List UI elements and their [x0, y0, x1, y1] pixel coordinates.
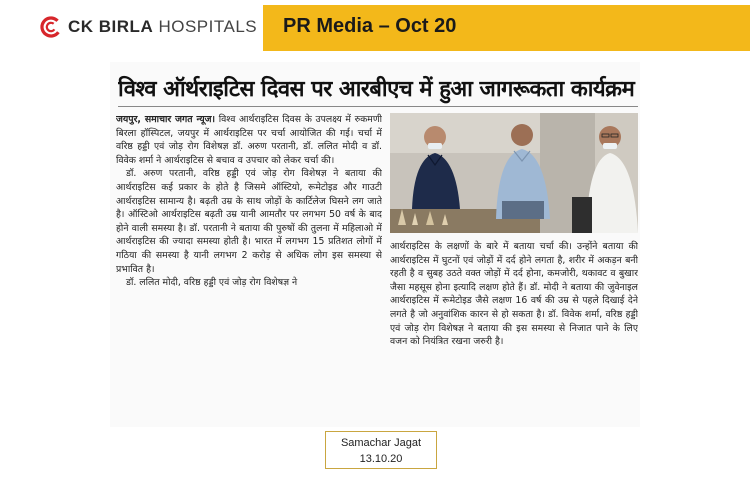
source-name: Samachar Jagat [340, 437, 422, 449]
headline-divider [118, 106, 638, 107]
article-column-left [116, 113, 382, 423]
source-date: 13.10.20 [359, 453, 403, 465]
article-paragraph: डॉ. अरुण परतानी, वरिष्ठ हड्डी एवं जोड़ रोग विशेषज्ञ ने बताया की आर्थराइटिस कई प्रकार के होते है जिसमे ऑस्टियो, रूमेटोइड और गाउटी आर्थराइटिस सामान्य है। बढ़ती उम्र के साथ जोड़ों के कार्टिलेज घिसने लग जाते है। ऑस्टिओ आर्थराइटिस बढ़ती उम्र यानी आमतौर पर लगभग 50 वर्ष के बाद होने वाली समस्या है। डॉ. परतानी ने बताया की पुरुषों की तुलना में महिलाओ में आर्थराइटिस की ज्यादा समस्या होती है। भारत में लगभग 15 प्रतिशत लोगों में गठिया की समस्या है यानी लगभग 2 करोड़ से अधिक लोग इस समस्या से प्रभावित है। [116, 168, 382, 275]
article-headline: विश्व ऑर्थराइटिस दिवस पर आरबीएच में हुआ जागरूकता कार्यक्रम [118, 76, 635, 102]
article-paragraph [116, 113, 382, 167]
logo-bold-text: CK BIRLA [68, 17, 154, 36]
article-photo [390, 113, 638, 233]
source-box [325, 431, 437, 469]
logo-wordmark [68, 17, 257, 37]
article-paragraph: डॉ. ललित मोदी, वरिष्ठ हड्डी एवं जोड़ रोग विशेषज्ञ ने [126, 277, 298, 289]
article-column-right: आर्थराइटिस के लक्षणों के बारे में बताया चर्चा की। उन्होंने बताया की आर्थराइटिस में घुटनों एवं जोड़ों में दर्द होने लगता है, शरीर में अकड़न बनी रहती है व सुबह उठते वक्त जोड़ों में दर्द होना, कमजोरी, थकावट व बुखार जैसा महसूस होना इत्यादि लक्षण होते हैं। डॉ. मोदी ने बताया की जुवेनाइल आर्थराइटिस में रूमेटोइड जैसे लक्षण 16 वर्ष की उम्र से पहले दिखाई देने लगते है जो अनुवांशिक कारन से हो सकता है। डॉ. विवेक शर्मा, वरिष्ठ हड्डी एवं जोड़ रोग विशेषज्ञ ने बताया की इस समस्या से निजात पाने के लिए वजन को नियंत्रित रखना जरुरी है। [390, 241, 638, 348]
article-byline: जयपुर, समाचार जगत न्यूज। [116, 114, 216, 125]
hospital-logo [40, 10, 260, 44]
logo-mark-icon [40, 16, 62, 38]
page-title: PR Media – Oct 20 [283, 15, 457, 37]
article-paragraph-text: विश्व आर्थराइटिस दिवस के उपलक्ष्य में रुकमणी बिरला हॉस्पिटल, जयपुर में आर्थराइटिस पर चर्चा आयोजित की गई। चर्चा में वरिष्ठ हड्डी एवं जोड़ रोग विशेषज्ञ डॉ. अरुण परतानी, डॉ. ललित मोदी व डॉ. विवेक शर्मा ने आर्थराइटिस से बचाव व उपचार को लेकर चर्चा की। [116, 114, 382, 166]
logo-light-text: HOSPITALS [158, 17, 258, 36]
